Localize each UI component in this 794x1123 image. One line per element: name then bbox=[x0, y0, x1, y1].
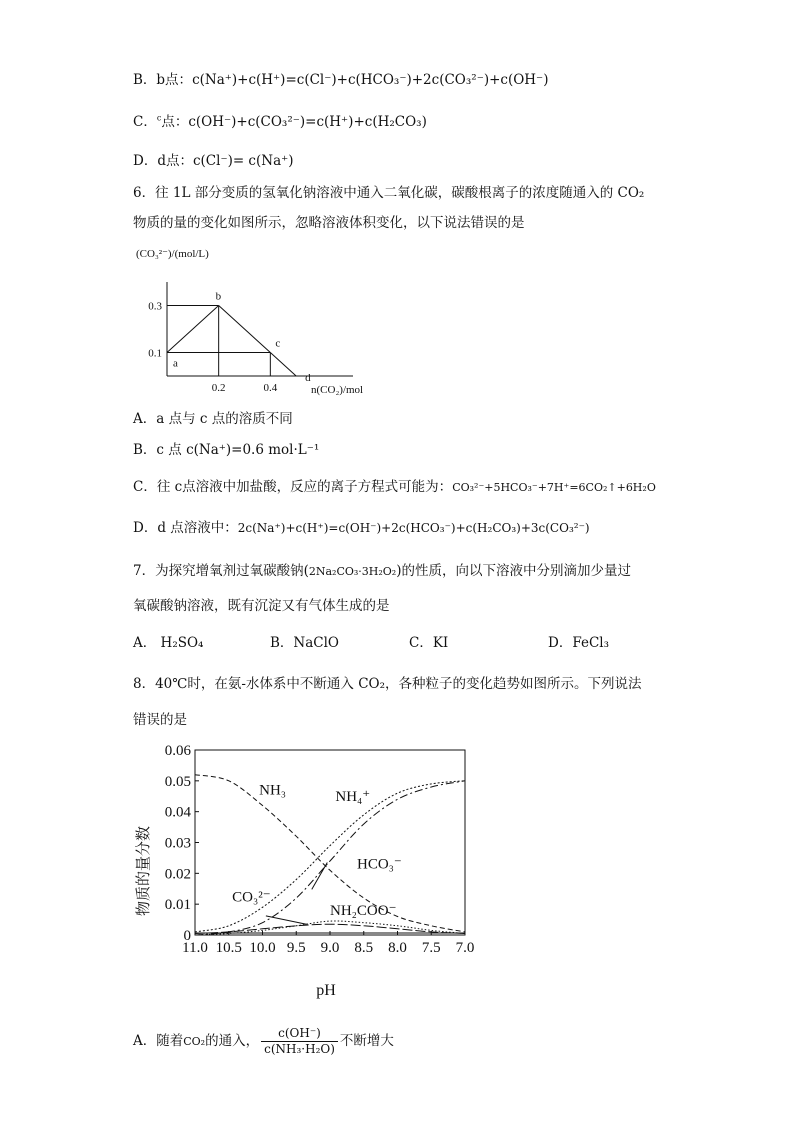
series-label-nh3: NH₃ bbox=[259, 782, 287, 799]
co3-concentration-chart bbox=[128, 240, 398, 400]
chart2-x-tick: 8.5 bbox=[354, 940, 374, 956]
fraction-numerator: c(OH⁻) bbox=[261, 1026, 338, 1042]
option-text: 的通入， bbox=[205, 1033, 260, 1049]
q7-stem-line2: 氧碳酸钠溶液，既有沉淀又有气体生成的是 bbox=[133, 598, 390, 614]
chart2-y-tick: 0.05 bbox=[164, 773, 191, 790]
option-text: A．随着 bbox=[133, 1033, 184, 1049]
option-text: 不断增大 bbox=[339, 1033, 394, 1049]
option-label: B．b点： bbox=[133, 72, 193, 88]
q6-option-a: A．a 点与 c 点的溶质不同 bbox=[133, 411, 293, 427]
option-label: C． bbox=[133, 114, 157, 130]
chart2-xlabel: pH bbox=[316, 982, 336, 999]
chart2-y-tick: 0.02 bbox=[164, 866, 191, 883]
q7-option-d: D．FeCl₃ bbox=[548, 635, 610, 651]
equation: c(Na⁺)+c(H⁺)=c(Cl⁻)+c(HCO₃⁻)+2c(CO₃²⁻)+c(OH⁻) bbox=[192, 72, 549, 88]
chart2-x-tick: 7.0 bbox=[455, 940, 475, 956]
chart1-point-b: b bbox=[215, 290, 222, 303]
q7-option-b: B．NaClO bbox=[270, 635, 339, 651]
chart2-y-tick: 0.04 bbox=[164, 804, 191, 821]
ratio-fraction bbox=[261, 1026, 338, 1057]
conservation-equation: 2c(Na⁺)+c(H⁺)=c(OH⁻)+2c(HCO₃⁻)+c(H₂CO₃)+3c(CO₃²⁻) bbox=[237, 521, 590, 535]
series-label-co3: CO₃²⁻ bbox=[232, 889, 271, 906]
option-text: D．d 点溶液中： bbox=[133, 520, 238, 536]
q7-option-a: A． H₂SO₄ bbox=[133, 635, 204, 651]
equation: c(OH⁻)+c(CO₃²⁻)=c(H⁺)+c(H₂CO₃) bbox=[188, 114, 427, 130]
chart1-ylabel: (CO₃²⁻)/(mol/L) bbox=[136, 248, 209, 260]
fraction-denominator: c(NH₃·H₂O) bbox=[264, 1042, 335, 1056]
chart2-y-tick: 0 bbox=[183, 928, 191, 944]
q6-stem-line1: 6．往 1L 部分变质的氢氧化钠溶液中通入二氧化碳，碳酸根离子的浓度随通入的 CO₂ bbox=[133, 185, 645, 201]
chart1-segment bbox=[270, 353, 296, 377]
chart1-y-tick: 0.3 bbox=[148, 300, 162, 313]
chart2-x-tick: 11.0 bbox=[182, 940, 208, 956]
series-label-nh4: NH₄⁺ bbox=[335, 788, 371, 805]
chart1-x-tick: 0.2 bbox=[211, 382, 226, 394]
chart1-y-tick: 0.1 bbox=[148, 347, 162, 360]
series-label-hco3: HCO₃⁻ bbox=[357, 856, 402, 873]
point-label: c bbox=[156, 113, 162, 123]
q6-option-c bbox=[133, 477, 656, 498]
chart2-x-tick: 8.0 bbox=[388, 940, 407, 956]
q6-option-d bbox=[133, 518, 590, 538]
chart2-x-tick: 7.5 bbox=[421, 940, 441, 956]
hco3-pointer bbox=[312, 863, 328, 890]
ionic-equation: CO₃²⁻+5HCO₃⁻+7H⁺=6CO₂↑+6H₂O bbox=[452, 481, 656, 494]
co3-pointer bbox=[266, 916, 307, 924]
chart1-segment bbox=[219, 306, 271, 353]
q8-stem-line2: 错误的是 bbox=[133, 712, 187, 728]
chart2-x-tick: 9.0 bbox=[320, 940, 340, 956]
q7-stem-line1 bbox=[133, 561, 631, 582]
q5-option-b bbox=[133, 70, 548, 90]
chart1-xlabel: n(CO₂)/mol bbox=[311, 384, 364, 396]
chemical-formula: CO₂ bbox=[183, 1035, 206, 1048]
chart2-y-tick: 0.03 bbox=[164, 835, 191, 852]
stem-text: 7．为探究增氧剂过氧碳酸钠( bbox=[133, 563, 309, 579]
chemical-formula: 2Na₂CO₃·3H₂O₂ bbox=[308, 565, 397, 578]
option-label-suffix: 点： bbox=[161, 114, 189, 130]
q8-option-a bbox=[133, 1026, 394, 1057]
q5-option-c bbox=[133, 112, 427, 132]
chart2-x-tick: 10.5 bbox=[215, 940, 242, 956]
chart2-y-tick: 0.01 bbox=[164, 897, 191, 914]
chart1-segment bbox=[167, 306, 219, 353]
option-text: C．往 c点溶液中加盐酸，反应的离子方程式可能为： bbox=[133, 479, 453, 495]
chart1-point-a: a bbox=[173, 357, 178, 370]
q7-option-c: C．KI bbox=[409, 635, 449, 651]
chart2-x-tick: 10.0 bbox=[249, 940, 276, 956]
q6-stem-line2: 物质的量的变化如图所示，忽略溶液体积变化，以下说法错误的是 bbox=[133, 215, 525, 231]
chart1-point-d: d bbox=[305, 372, 311, 384]
species-fraction-chart bbox=[128, 738, 483, 1003]
chart1-x-tick: 0.4 bbox=[263, 382, 278, 394]
series-label-nh2coo: NH₂COO⁻ bbox=[330, 902, 397, 919]
chart2-ylabel: 物质的量分数 bbox=[136, 825, 152, 917]
q8-stem-line1: 8．40℃时，在氨-水体系中不断通入 CO₂，各种粒子的变化趋势如图所示。下列说法 bbox=[133, 676, 642, 692]
q6-option-b: B．c 点 c(Na⁺)=0.6 mol·L⁻¹ bbox=[133, 442, 320, 458]
chart1-point-c: c bbox=[275, 337, 281, 350]
chart2-x-tick: 9.5 bbox=[286, 940, 306, 956]
chart2-y-tick: 0.06 bbox=[164, 743, 191, 759]
stem-text: )的性质，向以下溶液中分别滴加少量过 bbox=[396, 563, 632, 579]
q5-option-d: D．d点：c(Cl⁻)= c(Na⁺) bbox=[133, 153, 294, 169]
